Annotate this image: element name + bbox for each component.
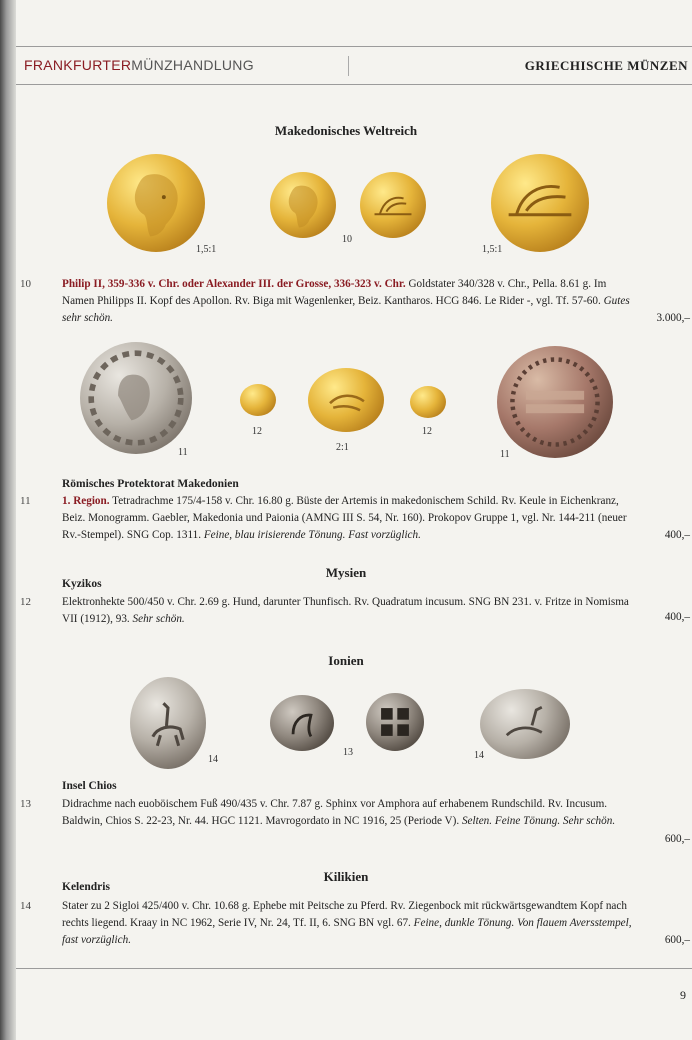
coin-image-12-reverse-small	[410, 386, 446, 418]
lot-description-10	[62, 276, 638, 327]
coin-image-12-obverse-enlarged	[308, 368, 384, 432]
coin-image-10-reverse-large	[491, 154, 589, 252]
header-rule-top	[16, 46, 692, 47]
lot-grade-12: Sehr schön.	[132, 613, 185, 625]
lot-title-11: 1. Region.	[62, 495, 110, 507]
publisher-name-part1: FRANKFURTER	[24, 57, 132, 73]
lot-title-10: Philip II, 359-336 v. Chr. oder Alexander III. der Grosse, 336-323 v. Chr.	[62, 278, 406, 290]
section-heading-makedonisches: Makedonisches Weltreich	[274, 123, 418, 138]
page-number: 9	[680, 988, 686, 1002]
coin-image-10-obverse-large	[107, 154, 205, 252]
lot-price-14: 600,–	[664, 934, 690, 946]
coin-image-13-reverse	[366, 693, 424, 751]
lot-grade-10: Gutes sehr schön.	[62, 295, 630, 324]
lot-grade-13: Selten. Feine Tönung. Sehr schön.	[461, 815, 616, 827]
lot-grade-11: Feine, blau irisierende Tönung. Fast vorzüglich.	[203, 529, 421, 541]
publisher-name-part2: MÜNZHANDLUNG	[131, 57, 254, 73]
coin-image-12-obverse-small	[240, 384, 276, 416]
caption-lot-14-a: 14	[208, 754, 218, 765]
lot-subheading-11: Römisches Protektorat Makedonien	[62, 478, 239, 490]
caption-scale-2: 1,5:1	[482, 244, 503, 255]
lot-subheading-13: Insel Chios	[62, 780, 117, 792]
publisher-name	[24, 57, 254, 73]
lot-number-10: 10	[20, 278, 31, 290]
coin-image-11-obverse	[80, 342, 192, 454]
coin-image-14-reverse	[480, 689, 570, 759]
lot-subheading-12: Kyzikos	[62, 578, 102, 590]
section-title: GRIECHISCHE MÜNZEN	[524, 58, 688, 73]
coin-image-10-reverse	[360, 172, 426, 238]
coin-image-10-obverse	[270, 172, 336, 238]
lot-text-12: Elektronhekte 500/450 v. Chr. 2.69 g. Hund, darunter Thunfisch. Rv. Quadratum incusum. SNG BN 231. v. Fritze in Nomisma VII (1912), 93.	[62, 596, 629, 625]
lot-price-10: 3.000,–	[656, 312, 690, 324]
lot-number-14: 14	[20, 900, 31, 912]
lot-price-13: 600,–	[664, 833, 690, 845]
caption-lot-12-a: 12	[252, 426, 262, 437]
caption-lot-14-b: 14	[474, 750, 484, 761]
section-heading-ionien: Ionien	[328, 653, 364, 668]
lot-number-13: 13	[20, 798, 31, 810]
caption-lot-11-b: 11	[500, 449, 510, 460]
coin-image-11-reverse	[497, 346, 613, 458]
lot-number-11: 11	[20, 495, 31, 507]
lot-text-11: Tetradrachme 175/4-158 v. Chr. 16.80 g. Büste der Artemis in makedonischem Schild. Rv. Keule in Eichenkranz, Beiz. Monogramm. Gaebler, Makedonia und Paionia (AMNG III S. 54, Nr. 160). Prokopov Gruppe 1, vgl. Nr. 144-211 (neuer Rv.-Stempel). SNG Cop. 1311.	[62, 495, 627, 541]
lot-description-14	[62, 898, 638, 949]
lot-grade-14: Feine, dunkle Tönung. Von flauem Aversstempel, fast vorzüglich.	[62, 917, 632, 946]
lot-description-12	[62, 594, 638, 628]
lot-price-11: 400,–	[664, 529, 690, 541]
coin-image-14-obverse	[130, 677, 206, 769]
caption-lot-10: 10	[342, 234, 352, 245]
header-rule-bottom	[16, 84, 692, 85]
lot-text-14: Stater zu 2 Sigloi 425/400 v. Chr. 10.68 g. Ephebe mit Peitsche zu Pferd. Rv. Ziegenbock mit rückwärtsgewandtem Kopf nach rechts liegend. Kraay in NC 1962, Serie IV, Nr. 24, Tf. II, 6. SNG BN vgl. 67.	[62, 900, 627, 929]
section-heading-kilikien: Kilikien	[323, 869, 369, 884]
lot-description-13	[62, 796, 638, 830]
lot-text-13: Didrachme nach euoböischem Fuß 490/435 v. Chr. 7.87 g. Sphinx vor Amphora auf erhabenem Rundschild. Rv. Incusum. Baldwin, Chios S. 22-23, Nr. 44. HGC 1121. Mavrogordato in NC 1916, 25 (Periode V).	[62, 798, 608, 827]
lot-text-10: Goldstater 340/328 v. Chr., Pella. 8.61 g. Im Namen Philipps II. Kopf des Apollon. Rv. Biga mit Wagenlenker, Beiz. Kantharos. HCG 846. Le Rider -, vgl. Tf. 57-60.	[62, 278, 607, 307]
caption-scale-3: 2:1	[336, 442, 349, 453]
caption-lot-13: 13	[343, 747, 353, 758]
header-separator	[348, 56, 349, 76]
lot-subheading-14: Kelendris	[62, 881, 110, 893]
footer-rule	[16, 968, 692, 969]
caption-lot-11-a: 11	[178, 447, 188, 458]
lot-description-11	[62, 493, 638, 544]
caption-scale-1: 1,5:1	[196, 244, 217, 255]
lot-number-12: 12	[20, 596, 31, 608]
coin-image-13-obverse	[270, 695, 334, 751]
section-heading-mysien: Mysien	[325, 565, 367, 580]
lot-price-12: 400,–	[664, 611, 690, 623]
caption-lot-12-b: 12	[422, 426, 432, 437]
